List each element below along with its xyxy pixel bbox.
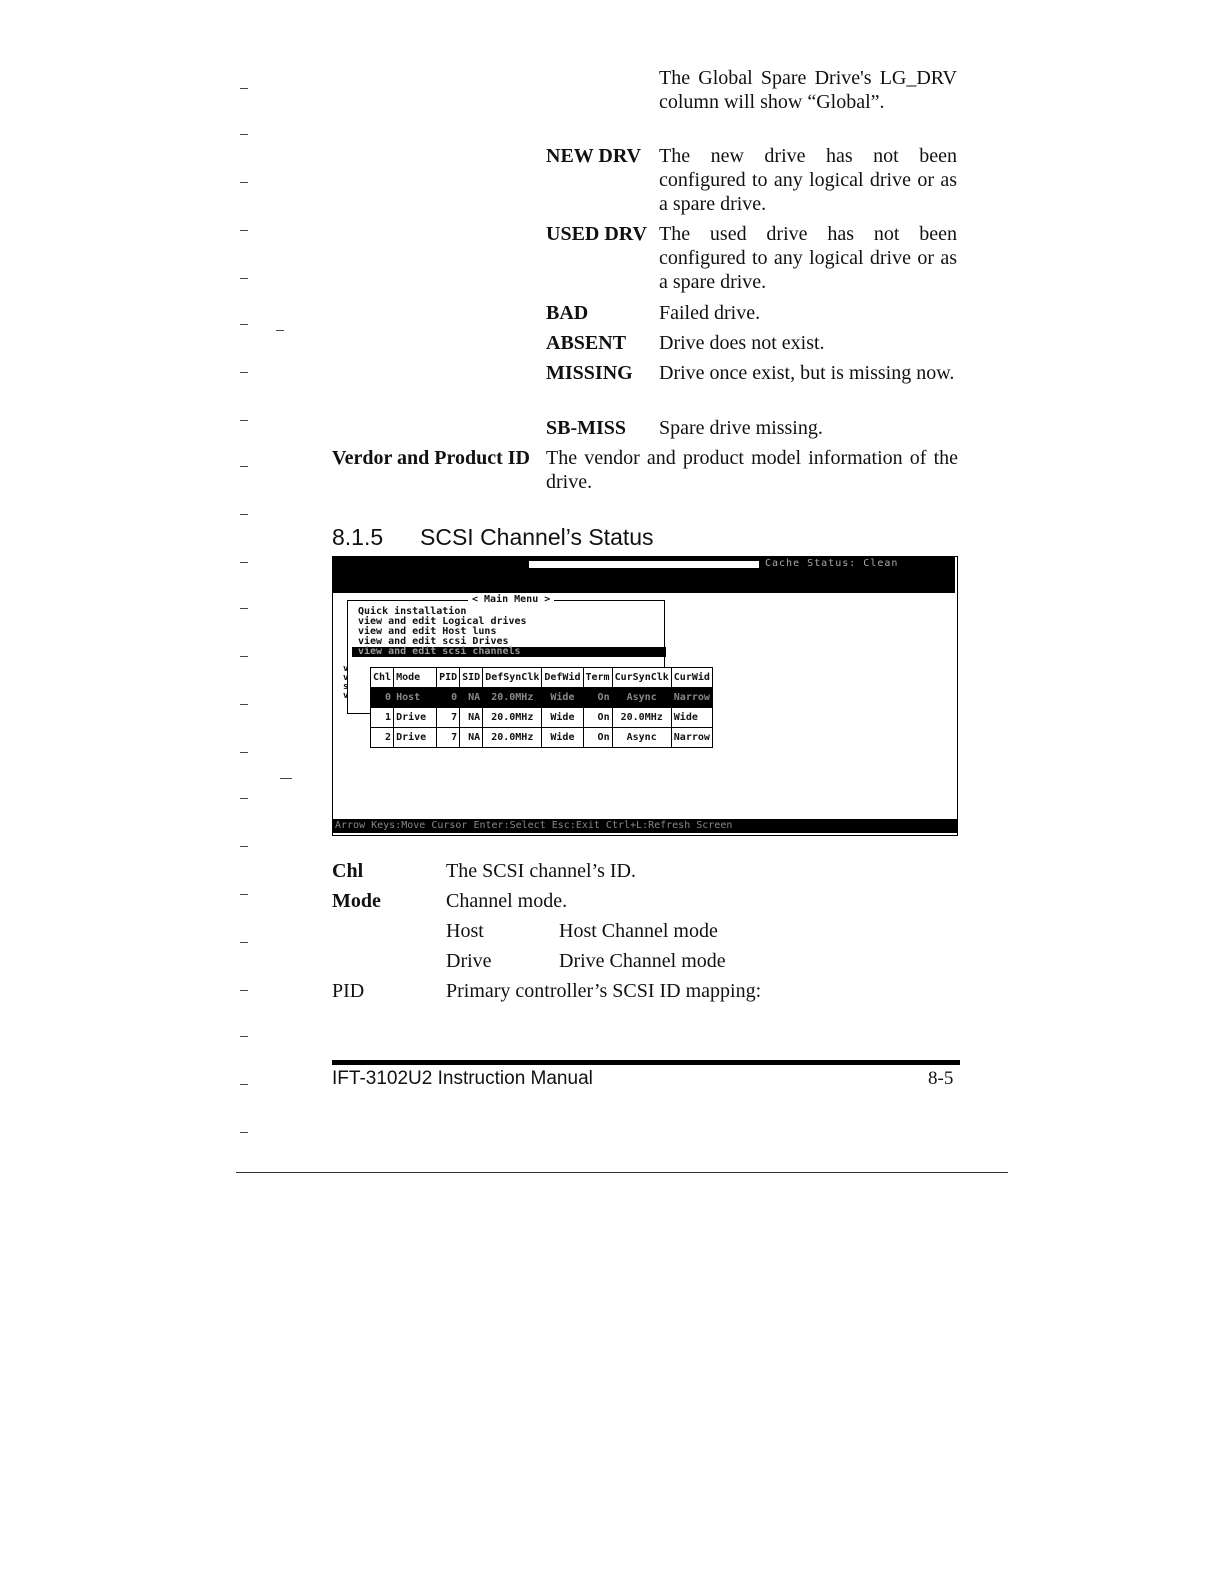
definition-description: The vendor and product model information of the drive. — [546, 447, 958, 493]
column-header: DefSynClk — [483, 668, 542, 688]
margin-mark — [240, 466, 248, 467]
section-heading — [332, 524, 654, 551]
definition-term: Mode — [332, 890, 381, 912]
margin-mark — [240, 704, 248, 705]
channel-status-table — [370, 667, 713, 748]
table-cell: Drive — [394, 708, 437, 728]
definition-description: The SCSI channel’s ID. — [446, 860, 636, 882]
mode-value-name: Drive — [446, 950, 492, 972]
table-header-row — [371, 668, 713, 688]
definition-term: PID — [332, 980, 365, 1002]
table-cell: Async — [612, 728, 671, 748]
table-cell: Narrow — [671, 728, 712, 748]
definition-term: ABSENT — [546, 332, 627, 354]
column-header: Term — [583, 668, 612, 688]
table-cell: 20.0MHz — [483, 688, 542, 708]
section-title: SCSI Channel’s Status — [420, 524, 654, 550]
table-cell: On — [583, 688, 612, 708]
table-cell: On — [583, 708, 612, 728]
footer-manual-title: IFT-3102U2 Instruction Manual — [332, 1068, 593, 1089]
definition-description: Primary controller’s SCSI ID mapping: — [446, 980, 762, 1002]
table-cell: 20.0MHz — [483, 728, 542, 748]
margin-mark — [240, 1132, 248, 1133]
page-bottom-rule — [236, 1172, 1008, 1173]
table-cell: Drive — [394, 728, 437, 748]
table-cell: Wide — [542, 708, 583, 728]
margin-mark — [240, 420, 248, 421]
table-row[interactable] — [371, 728, 713, 748]
table-cell: Narrow — [671, 688, 712, 708]
definition-description: Failed drive. — [659, 302, 761, 324]
section-number: 8.1.5 — [332, 524, 384, 550]
definition-description: The used drive has not been configured to any logical drive or as a spare drive. — [659, 223, 957, 293]
margin-mark — [240, 846, 248, 847]
mode-value-description: Host Channel mode — [559, 920, 718, 942]
terminal-title-highlight — [529, 561, 759, 568]
column-header: PID — [437, 668, 460, 688]
margin-mark — [240, 134, 248, 135]
table-cell: 20.0MHz — [483, 708, 542, 728]
column-header: SID — [460, 668, 483, 688]
margin-mark — [240, 88, 248, 89]
margin-mark — [240, 752, 248, 753]
table-cell: 2 — [371, 728, 394, 748]
column-header: Chl — [371, 668, 394, 688]
margin-mark — [240, 942, 248, 943]
column-header: Mode — [394, 668, 437, 688]
table-cell: 1 — [371, 708, 394, 728]
margin-mark — [240, 608, 248, 609]
definition-term: MISSING — [546, 362, 633, 384]
definition-term: SB-MISS — [546, 417, 627, 439]
margin-mark — [240, 182, 248, 183]
margin-mark — [240, 656, 248, 657]
margin-mark — [240, 514, 248, 515]
table-cell: NA — [460, 728, 483, 748]
mode-value-description: Drive Channel mode — [559, 950, 726, 972]
table-row[interactable] — [371, 708, 713, 728]
definition-term: USED DRV — [546, 223, 647, 245]
terminal-status-bar: Arrow Keys:Move Cursor Enter:Select Esc:Exit Ctrl+L:Refresh Screen — [333, 819, 957, 833]
table-cell: Wide — [542, 688, 583, 708]
table-cell: 20.0MHz — [612, 708, 671, 728]
menu-item-scsi-channels[interactable]: view and edit scsi channels — [352, 647, 666, 657]
table-cell: Wide — [671, 708, 712, 728]
column-header: CurSynClk — [612, 668, 671, 688]
menu-item-scsi-drives[interactable]: view and edit scsi Drives — [358, 636, 509, 647]
definition-term: Verdor and Product ID — [332, 447, 530, 469]
menu-item-quick-installation[interactable]: Quick installation — [358, 606, 467, 617]
table-cell: 0 — [437, 688, 460, 708]
table-cell: 0 — [371, 688, 394, 708]
table-row-selected[interactable] — [371, 688, 713, 708]
definition-term: NEW DRV — [546, 145, 642, 167]
margin-mark — [240, 372, 248, 373]
margin-mark — [240, 230, 248, 231]
margin-mark — [240, 1084, 248, 1085]
table-cell: Async — [612, 688, 671, 708]
table-cell: On — [583, 728, 612, 748]
definition-term: BAD — [546, 302, 589, 324]
column-header: CurWid — [671, 668, 712, 688]
table-cell: Wide — [542, 728, 583, 748]
definition-description: Channel mode. — [446, 890, 568, 912]
margin-mark — [240, 894, 248, 895]
definition-description: Drive does not exist. — [659, 332, 825, 354]
global-spare-description: The Global Spare Drive's LG_DRV column will show “Global”. — [659, 67, 957, 113]
margin-mark — [240, 1036, 248, 1037]
table-cell: 7 — [437, 708, 460, 728]
column-header: DefWid — [542, 668, 583, 688]
definition-description: Drive once exist, but is missing now. — [659, 362, 955, 384]
mode-value-name: Host — [446, 920, 484, 942]
terminal-title-bar — [333, 557, 955, 593]
footer-page-number: 8-5 — [928, 1068, 954, 1089]
definition-description: Spare drive missing. — [659, 417, 823, 439]
margin-mark — [240, 798, 248, 799]
menu-item-logical-drives[interactable]: view and edit Logical drives — [358, 616, 527, 627]
margin-mark — [240, 562, 248, 563]
definition-description: The new drive has not been configured to any logical drive or as a spare drive. — [659, 145, 957, 215]
margin-mark — [240, 278, 248, 279]
margin-mark — [240, 990, 248, 991]
table-cell: NA — [460, 708, 483, 728]
terminal-screenshot — [332, 556, 958, 836]
table-cell: NA — [460, 688, 483, 708]
cache-status-label: Cache Status: Clean — [765, 558, 899, 569]
definition-term: Chl — [332, 860, 364, 882]
margin-mark — [276, 330, 284, 331]
main-menu-title: < Main Menu > — [468, 594, 554, 606]
footer-rule — [332, 1060, 960, 1065]
table-cell: Host — [394, 688, 437, 708]
menu-item-host-luns[interactable]: view and edit Host luns — [358, 626, 497, 637]
margin-mark — [280, 778, 292, 779]
menu-truncated-letters: v v s v — [343, 664, 349, 701]
table-cell: 7 — [437, 728, 460, 748]
margin-mark — [240, 324, 248, 325]
